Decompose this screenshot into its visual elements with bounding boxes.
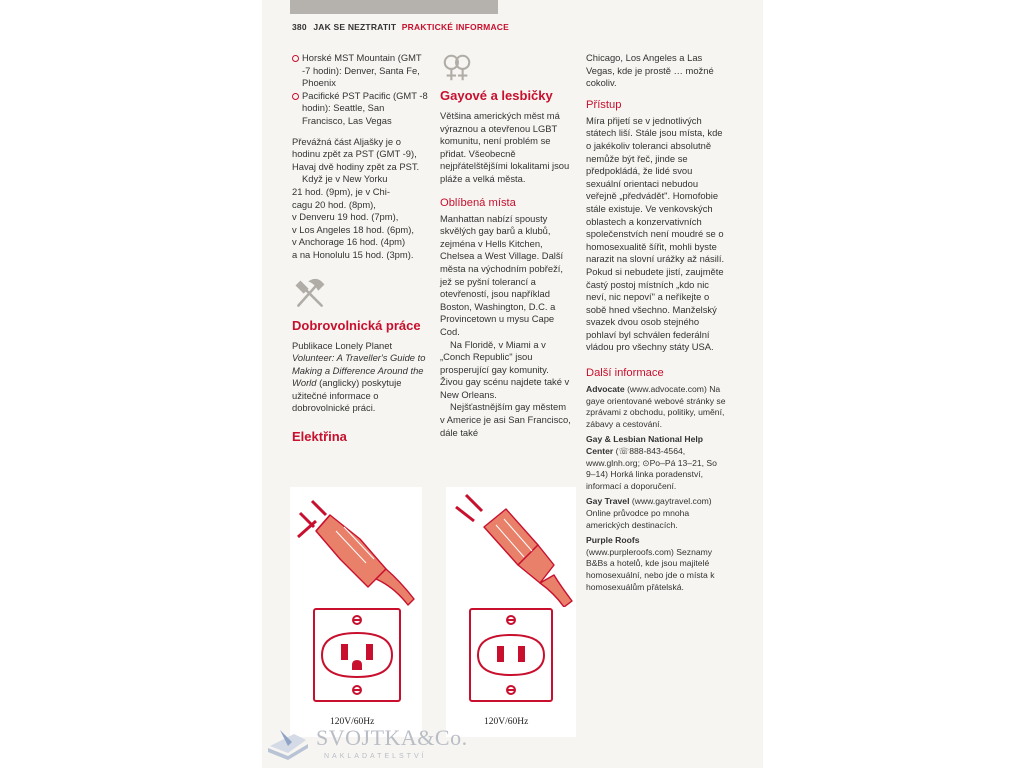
book-logo-icon <box>266 726 310 760</box>
chapter-title: JAK SE NEZTRATIT <box>313 22 397 32</box>
resource-item: Gay & Lesbian National Help Center (☏888-843-4564, www.glnh.org; ⊙Po–Pá 13–21, So 9–14) Horká linka poradenství, informací a doporučení. <box>586 434 717 491</box>
gay-lesbian-heading: Gayové a lesbičky <box>440 88 553 103</box>
resource-item: Advocate (www.advocate.com) Na gaye orientované webové stránky se zprávami z obchodu, politiky, umění, zábavy a cestování. <box>586 384 726 429</box>
volunteer-paragraph: Publikace Lonely Planet Volunteer: A Traveller's Guide to Making a Difference Around the World (anglicky) poskytuje užitečné informace o dobrovolnické práci. <box>292 339 426 414</box>
timezone-line: v Denveru 19 hod. (7pm), <box>292 211 399 223</box>
places-paragraph: Nejšťastnějším gay městem v Americe je asi San Francisco, dále také <box>440 401 571 438</box>
plug-card-type-a <box>446 487 576 737</box>
access-heading: Přístup <box>586 98 622 111</box>
resource-item: Gay Travel (www.gaytravel.com) Online průvodce po mnoha amerických destinacích. <box>586 496 712 530</box>
section-title: PRAKTICKÉ INFORMACE <box>401 22 509 32</box>
gay-intro-paragraph: Většina amerických měst má výraznou a otevřenou LGBT komunitu, není problém se přidat. Všeobecně nejpřátelštějšími lokalitami jsou pláže a velká města. <box>440 110 570 184</box>
page-number: 380 <box>292 22 307 32</box>
watermark-brand: SVOJTKA&Co. <box>316 725 468 750</box>
outlet-icon <box>468 607 554 703</box>
plug-icon <box>290 487 422 607</box>
bullet-icon <box>292 93 299 100</box>
access-paragraph: Míra přijetí se v jednotlivých státech liší. Stále jsou místa, kde o jakékoliv toleranci absolutně nemůže být řeč, jinde se předpokládá, že lidé svou sexuální orientaci nebudou veřejně „předvádět". Homofobie stále existuje. Ve venkovských oblastech a konzervativních společenstvích není moudré se o homosexualitě šířit, mohli byste narazit na slovní urážky až násilí. Pokud si nebudete jistí, zaujměte častý postoj místních „kdo nic neví, nic nepoví" a neříkejte o sobě hned všechno. Manželský svazek dvou osob stejného pohlaví byl schválen federální vládou pro všechny státy USA. <box>586 114 725 353</box>
plug-card-type-b <box>290 487 422 737</box>
timezone-line: v Anchorage 16 hod. (4pm) <box>292 236 406 248</box>
electricity-heading: Elektřina <box>292 429 347 445</box>
timezone-line: 21 hod. (9pm), je v Chi- <box>292 185 390 197</box>
running-header <box>292 22 509 32</box>
timezone-bullet: Horské MST Mountain (GMT -7 hodin): Denver, Santa Fe, Phoenix <box>292 52 430 90</box>
resource-item: Purple Roofs (www.purpleroofs.com) Seznamy B&Bs a hotelů, kde jsou majitelé homosexuální, nebo jde o místa k homosexuálům přátelská. <box>586 535 715 592</box>
alaska-paragraph: Převážná část Aljašky je o hodinu zpět za PST (GMT -9), Havaj dvě hodiny zpět za PST. <box>292 135 420 172</box>
gender-symbols-icon <box>440 52 474 84</box>
watermark-subtitle: NAKLADATELSTVÍ <box>324 753 427 760</box>
plug-icon <box>446 487 576 607</box>
places-heading: Oblíbená místa <box>440 196 516 209</box>
timezone-line: a na Honolulu 15 hod. (3pm). <box>292 248 414 260</box>
voltage-label: 120V/60Hz <box>330 717 375 727</box>
bullet-icon <box>292 55 299 62</box>
places-paragraph: Manhattan nabízí spousty skvělých gay barů a klubů, zejména v Hells Kitchen, Chelsea a West Village. Další města na východním pobřeží, jež se pyšní tolerancí a otevřeností, jsou například Boston, Washington, D.C. a Provincetown u mysu Cape Cod. <box>440 212 564 337</box>
tools-icon <box>292 276 328 312</box>
voltage-label: 120V/60Hz <box>484 717 529 727</box>
book-page <box>262 0 763 768</box>
timezone-line: Když je v New Yorku <box>302 173 388 185</box>
more-info-heading: Další informace <box>586 367 664 380</box>
column-3 <box>586 52 726 593</box>
timezone-bullet: Pacifické PST Pacific (GMT -8 hodin): Seattle, San Francisco, Las Vegas <box>292 90 430 128</box>
continued-paragraph: Chicago, Los Angeles a Las Vegas, kde je prostě … možné cokoliv. <box>586 52 714 89</box>
header-tab <box>290 0 498 14</box>
timezone-line: v Los Angeles 18 hod. (6pm), <box>292 223 414 235</box>
outlet-icon <box>312 607 402 703</box>
timezone-line: cagu 20 hod. (8pm), <box>292 198 376 210</box>
column-2 <box>440 52 572 439</box>
column-1 <box>292 52 430 445</box>
places-paragraph: Na Floridě, v Miami a v „Conch Republic" jsou prosperující gay komunity. Živou gay scénu najdete také v New Orleans. <box>440 338 570 400</box>
publisher-watermark <box>266 722 468 768</box>
volunteer-heading: Dobrovolnická práce <box>292 317 421 333</box>
